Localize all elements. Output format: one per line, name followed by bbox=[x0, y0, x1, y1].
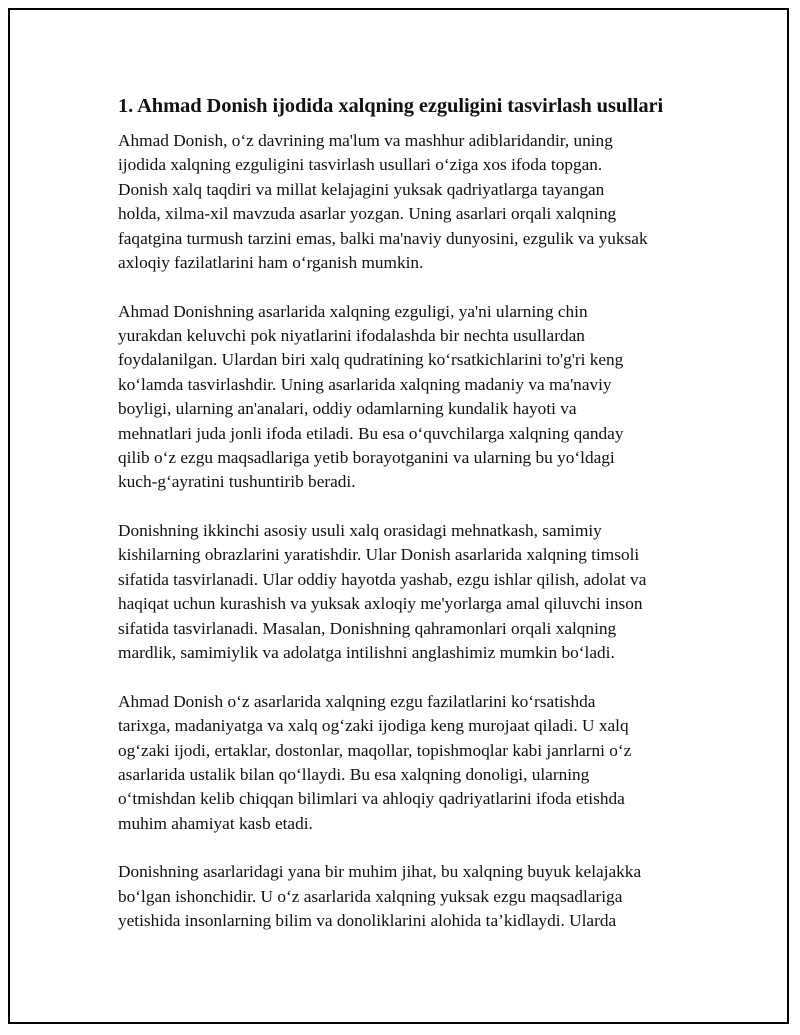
text-line: faqatgina turmush tarzini emas, balki ma'naviy dunyosini, ezgulik va yuksak bbox=[118, 228, 648, 248]
text-line: mardlik, samimiylik va adolatga intilishni anglashimiz mumkin bo‘ladi. bbox=[118, 643, 615, 663]
text-line: Donishning ikkinchi asosiy usuli xalq orasidagi mehnatkash, samimiy bbox=[118, 521, 602, 541]
text-line: sifatida tasvirlanadi. Ular oddiy hayotda yashab, ezgu ishlar qilish, adolat va bbox=[118, 569, 647, 589]
text-line: yurakdan keluvchi pok niyatlarini ifodalashda bir nechta usullardan bbox=[118, 326, 585, 346]
paragraph bbox=[118, 690, 693, 836]
text-line: Donish xalq taqdiri va millat kelajagini yuksak qadriyatlarga tayangan bbox=[118, 179, 605, 199]
paragraph bbox=[118, 300, 693, 495]
document-body bbox=[118, 92, 693, 958]
text-line: axloqiy fazilatlarini ham o‘rganish mumkin. bbox=[118, 253, 424, 273]
text-line: Ahmad Donish o‘z asarlarida xalqning ezgu fazilatlarini ko‘rsatishda bbox=[118, 691, 596, 711]
paragraph bbox=[118, 860, 693, 933]
text-line: asarlarida ustalik bilan qo‘llaydi. Bu esa xalqning donoligi, ularning bbox=[118, 764, 590, 784]
text-line: muhim ahamiyat kasb etadi. bbox=[118, 813, 313, 833]
text-line: o‘tmishdan kelib chiqqan bilimlari va ahloqiy qadriyatlarini ifoda etishda bbox=[118, 789, 625, 809]
section-heading: 1. Ahmad Donish ijodida xalqning ezguligini tasvirlash usullari bbox=[118, 95, 664, 117]
text-line: haqiqat uchun kurashish va yuksak axloqiy me'yorlarga amal qiluvchi inson bbox=[118, 594, 643, 614]
text-line: og‘zaki ijodi, ertaklar, dostonlar, maqollar, topishmoqlar kabi janrlarni o‘z bbox=[118, 740, 632, 760]
text-line: tarixga, madaniyatga va xalq og‘zaki ijodiga keng murojaat qiladi. U xalq bbox=[118, 716, 629, 736]
text-line: bo‘lgan ishonchidir. U o‘z asarlarida xalqning yuksak ezgu maqsadlariga bbox=[118, 886, 623, 906]
text-line: holda, xilma-xil mavzuda asarlar yozgan. Uning asarlari orqali xalqning bbox=[118, 204, 617, 224]
paragraph bbox=[118, 129, 693, 275]
text-line: Ahmad Donish, o‘z davrining ma'lum va mashhur adiblaridandir, uning bbox=[118, 131, 613, 150]
text-line: kishilarning obrazlarini yaratishdir. Ular Donish asarlarida xalqning timsoli bbox=[118, 545, 640, 565]
text-line: boyligi, ularning an'analari, oddiy odamlarning kundalik hayoti va bbox=[118, 399, 577, 419]
text-line: sifatida tasvirlanadi. Masalan, Donishning qahramonlari orqali xalqning bbox=[118, 618, 617, 638]
text-line: foydalanilgan. Ulardan biri xalq qudratining ko‘rsatkichlarini to'g'ri keng bbox=[118, 350, 624, 370]
text-line: yetishida insonlarning bilim va donoliklarini alohida ta’kidlaydi. Ularda bbox=[118, 911, 617, 931]
text-line: ko‘lamda tasvirlashdir. Uning asarlarida xalqning madaniy va ma'naviy bbox=[118, 374, 612, 394]
text-line: ijodida xalqning ezguligini tasvirlash usullari o‘ziga xos ifoda topgan. bbox=[118, 155, 603, 175]
text-line: Ahmad Donishning asarlarida xalqning ezguligi, ya'ni ularning chin bbox=[118, 301, 588, 321]
paragraph bbox=[118, 519, 693, 665]
text-line: kuch-g‘ayratini tushuntirib beradi. bbox=[118, 472, 356, 492]
text-line: qilib o‘z ezgu maqsadlariga yetib borayotganini va ularning bu yo‘ldagi bbox=[118, 448, 615, 468]
paragraphs-container bbox=[118, 129, 693, 934]
text-line: mehnatlari juda jonli ifoda etiladi. Bu esa o‘quvchilarga xalqning qanday bbox=[118, 423, 624, 443]
text-line: Donishning asarlaridagi yana bir muhim jihat, bu xalqning buyuk kelajakka bbox=[118, 862, 642, 882]
